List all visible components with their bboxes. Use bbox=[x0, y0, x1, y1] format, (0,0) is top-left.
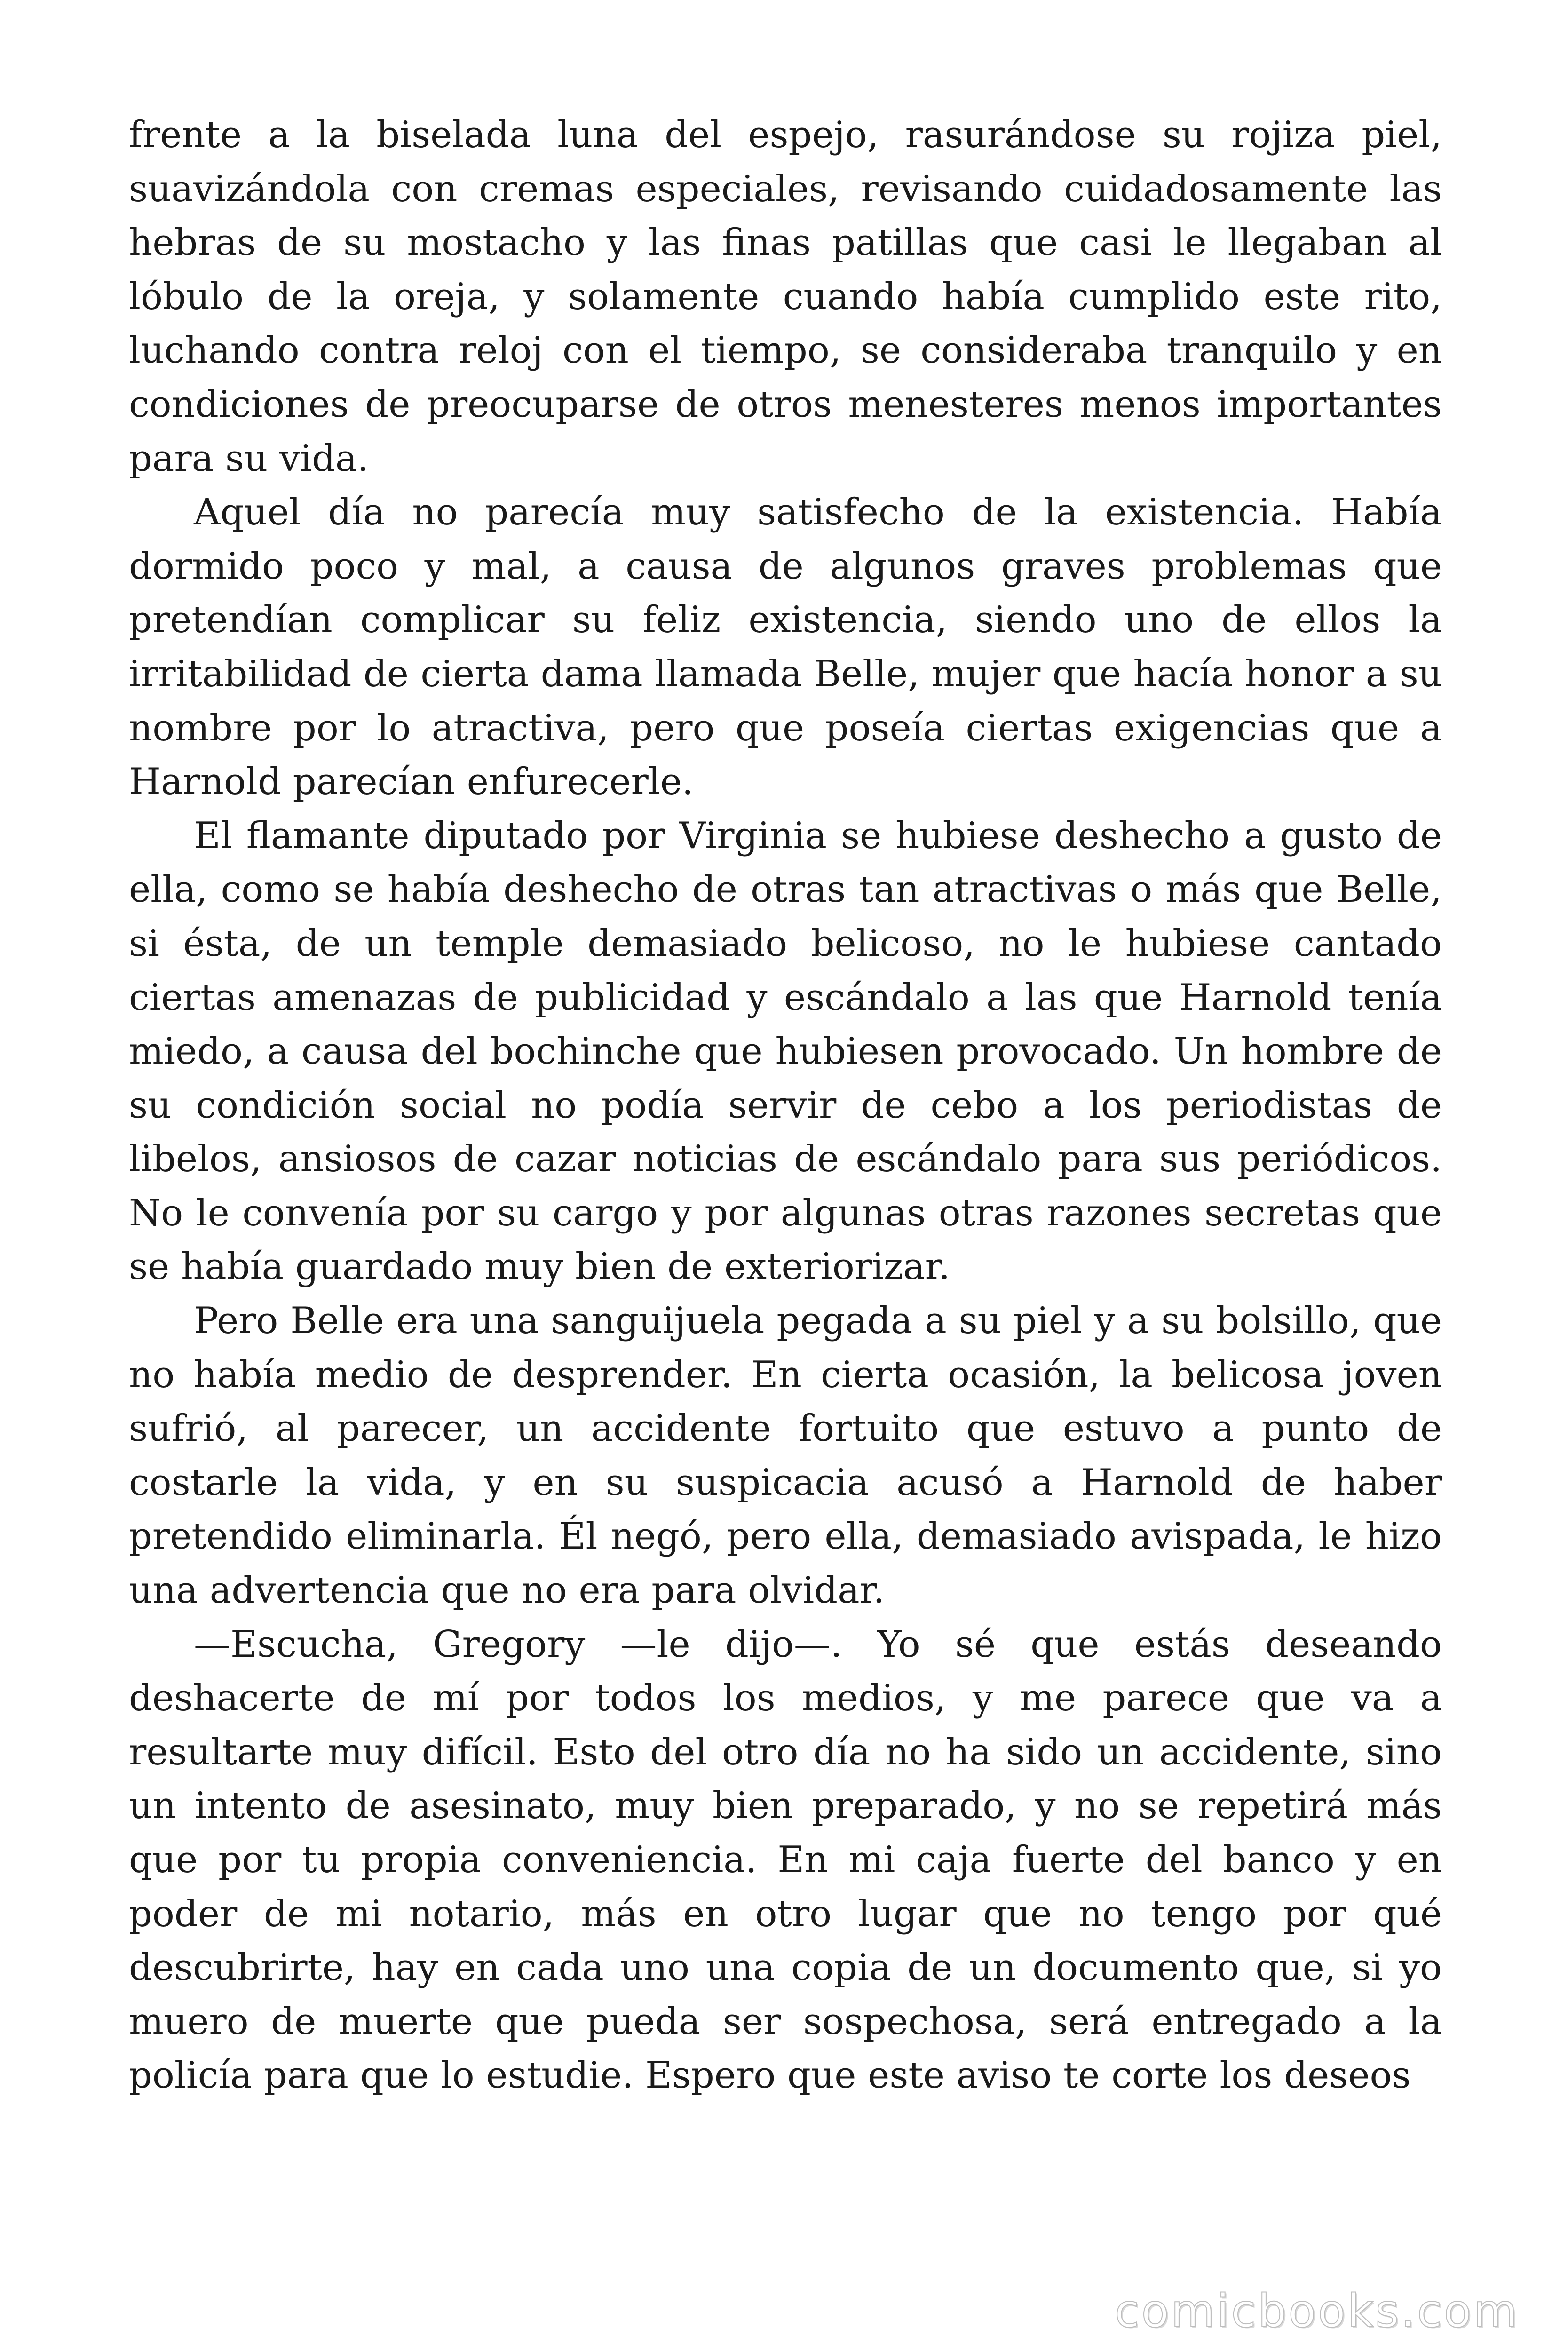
paragraph-3: El flamante diputado por Virginia se hubiese deshecho a gusto de ella, como se había deshecho de otras tan atractivas o más que Belle, si ésta, de un temple demasiado belicoso, no le hubiese cantado ciertas amenazas de publicidad y escándalo a las que Harnold tenía miedo, a causa del bochinche que hubiesen provocado. Un hombre de su condición social no podía servir de cebo a los periodistas de libelos, ansiosos de cazar noticias de escándalo para sus periódicos. No le convenía por su cargo y por algunas otras razones secretas que se había guardado muy bien de exteriorizar. bbox=[129, 814, 1442, 1288]
body-text bbox=[129, 108, 1442, 2103]
paragraph-5: —Escucha, Gregory —le dijo—. Yo sé que estás deseando deshacerte de mí por todos los medios, y me parece que va a resultarte muy difícil. Esto del otro día no ha sido un accidente, sino un intento de asesinato, muy bien preparado, y no se repetirá más que por tu propia conveniencia. En mi caja fuerte del banco y en poder de mi notario, más en otro lugar que no tengo por qué descubrirte, hay en cada uno una copia de un documento que, si yo muero de muerte que pueda ser sospechosa, será entregado a la policía para que lo estudie. Espero que este aviso te corte los deseos bbox=[129, 1623, 1442, 2097]
paragraph-4: Pero Belle era una sanguijuela pegada a su piel y a su bolsillo, que no había medio de desprender. En cierta ocasión, la belicosa joven sufrió, al parecer, un accidente fortuito que estuvo a punto de costarle la vida, y en su suspicacia acusó a Harnold de haber pretendido eliminarla. Él negó, pero ella, demasiado avispada, le hizo una advertencia que no era para olvidar. bbox=[129, 1300, 1442, 1612]
paragraph-1: frente a la biselada luna del espejo, rasurándose su rojiza piel, suavizándola con cremas especiales, revisando cuidadosamente las hebras de su mostacho y las finas patillas que casi le llegaban al lóbulo de la oreja, y solamente cuando había cumplido este rito, luchando contra reloj con el tiempo, se consideraba tranquilo y en condiciones de preocuparse de otros menesteres menos importantes para su vida. bbox=[129, 114, 1442, 480]
watermark-logo: comicbooks.com bbox=[1114, 2285, 1519, 2337]
paragraph-2: Aquel día no parecía muy satisfecho de la existencia. Había dormido poco y mal, a causa de algunos graves problemas que pretendían complicar su feliz existencia, siendo uno de ellos la irritabilidad de cierta dama llamada Belle, mujer que hacía honor a su nombre por lo atractiva, pero que poseía ciertas exigencias que a Harnold parecían enfurecerle. bbox=[129, 491, 1442, 803]
